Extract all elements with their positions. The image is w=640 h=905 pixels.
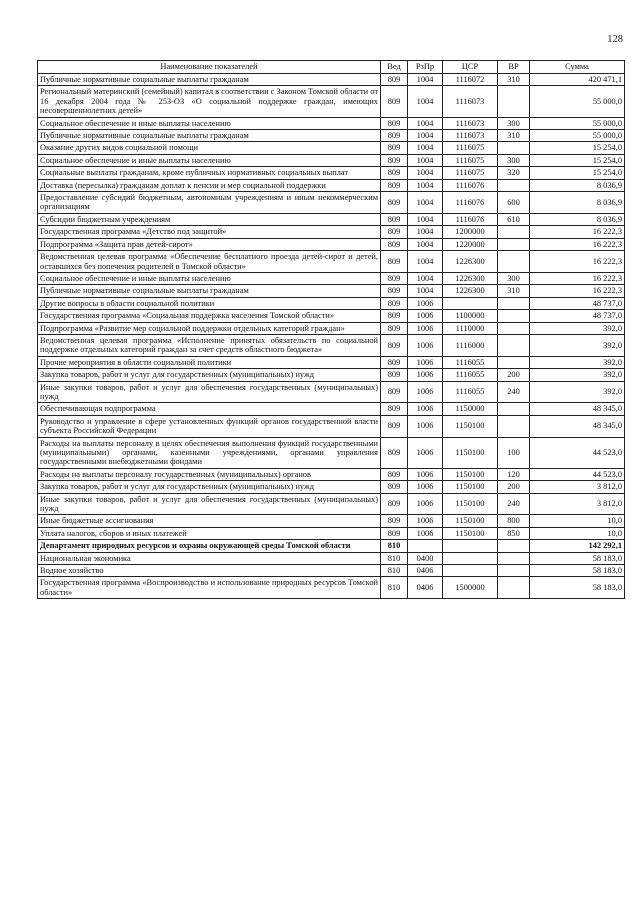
- row-rzpr: 1006: [408, 415, 443, 437]
- row-sum: 48 737,0: [530, 297, 625, 309]
- row-name: Социальное обеспечение и иные выплаты населению: [38, 154, 381, 166]
- table-row: [38, 251, 625, 273]
- row-csr: 1200000: [443, 226, 498, 238]
- row-ved: 809: [381, 285, 408, 297]
- row-rzpr: 1006: [408, 297, 443, 309]
- row-name: Социальное обеспечение и иные выплаты населению: [38, 117, 381, 129]
- row-vr: 300: [498, 154, 530, 166]
- table-row: [38, 213, 625, 225]
- row-vr: 200: [498, 369, 530, 381]
- table-row: [38, 310, 625, 322]
- row-rzpr: 1006: [408, 493, 443, 515]
- row-vr: 240: [498, 381, 530, 403]
- table-row: [38, 297, 625, 309]
- row-csr: 1116055: [443, 369, 498, 381]
- row-sum: 55 000,0: [530, 86, 625, 117]
- row-sum: 48 345,0: [530, 415, 625, 437]
- row-name: Социальное обеспечение и иные выплаты населению: [38, 272, 381, 284]
- row-rzpr: 1004: [408, 74, 443, 86]
- row-ved: 810: [381, 565, 408, 577]
- row-ved: 809: [381, 334, 408, 356]
- row-ved: 809: [381, 481, 408, 493]
- table-row: [38, 552, 625, 564]
- table-row: [38, 179, 625, 191]
- row-csr: 1226300: [443, 272, 498, 284]
- row-vr: [498, 86, 530, 117]
- row-rzpr: 1006: [408, 356, 443, 368]
- row-ved: 809: [381, 74, 408, 86]
- row-name: Публичные нормативные социальные выплаты гражданам: [38, 74, 381, 86]
- row-ved: 809: [381, 527, 408, 539]
- table-row: [38, 238, 625, 250]
- row-name: Другие вопросы в области социальной политики: [38, 297, 381, 309]
- row-ved: 809: [381, 142, 408, 154]
- row-vr: 310: [498, 130, 530, 142]
- row-csr: 1150100: [443, 493, 498, 515]
- row-rzpr: 1004: [408, 142, 443, 154]
- row-ved: 810: [381, 540, 408, 552]
- row-name: Социальные выплаты гражданам, кроме публичных нормативных социальных выплат: [38, 167, 381, 179]
- budget-table: [37, 60, 625, 599]
- row-name: Закупка товаров, работ и услуг для государственных (муниципальных) нужд: [38, 369, 381, 381]
- row-ved: 809: [381, 356, 408, 368]
- row-csr: 1150100: [443, 415, 498, 437]
- row-sum: 392,0: [530, 322, 625, 334]
- table-row: [38, 493, 625, 515]
- header-csr: ЦСР: [443, 61, 498, 74]
- row-rzpr: 1006: [408, 334, 443, 356]
- row-rzpr: 1004: [408, 154, 443, 166]
- header-name: Наименование показателей: [38, 61, 381, 74]
- row-sum: 55 000,0: [530, 117, 625, 129]
- table-row: [38, 527, 625, 539]
- row-ved: 809: [381, 468, 408, 480]
- header-sum: Сумма: [530, 61, 625, 74]
- header-vr: ВР: [498, 61, 530, 74]
- row-vr: 850: [498, 527, 530, 539]
- row-sum: 16 222,3: [530, 251, 625, 273]
- row-ved: 809: [381, 179, 408, 191]
- row-csr: 1500000: [443, 577, 498, 599]
- table-row: [38, 192, 625, 214]
- row-vr: [498, 565, 530, 577]
- row-vr: 200: [498, 481, 530, 493]
- row-name: Ведомственная целевая программа «Исполнение принятых обязательств по социальной поддержке отдельных категорий граждан за счет средств областного бюджета»: [38, 334, 381, 356]
- row-vr: 120: [498, 468, 530, 480]
- row-rzpr: 1004: [408, 272, 443, 284]
- row-vr: [498, 552, 530, 564]
- table-row: [38, 142, 625, 154]
- row-name: Государственная программа «Детство под защитой»: [38, 226, 381, 238]
- row-name: Департамент природных ресурсов и охраны окружающей среды Томской области: [38, 540, 381, 552]
- row-sum: 16 222,3: [530, 272, 625, 284]
- table-row: [38, 403, 625, 415]
- row-name: Ведомственная целевая программа «Обеспечение бесплатного проезда детей-сирот и детей, оставшихся без попечения родителей в Томской области»: [38, 251, 381, 273]
- row-vr: 100: [498, 437, 530, 468]
- row-rzpr: 1004: [408, 251, 443, 273]
- row-csr: 1150000: [443, 403, 498, 415]
- row-ved: 809: [381, 154, 408, 166]
- row-vr: [498, 540, 530, 552]
- row-csr: 1150100: [443, 468, 498, 480]
- row-rzpr: 1004: [408, 86, 443, 117]
- header-rzpr: РзПр: [408, 61, 443, 74]
- row-csr: 1100000: [443, 310, 498, 322]
- row-vr: [498, 577, 530, 599]
- row-ved: 809: [381, 310, 408, 322]
- row-vr: [498, 297, 530, 309]
- row-vr: 310: [498, 74, 530, 86]
- row-ved: 810: [381, 577, 408, 599]
- table-row: [38, 86, 625, 117]
- row-rzpr: 1006: [408, 369, 443, 381]
- row-sum: 16 222,3: [530, 285, 625, 297]
- table-row: [38, 117, 625, 129]
- row-csr: 1226300: [443, 251, 498, 273]
- table-row: [38, 515, 625, 527]
- row-ved: 809: [381, 369, 408, 381]
- row-rzpr: 1006: [408, 381, 443, 403]
- row-sum: 48 737,0: [530, 310, 625, 322]
- row-vr: [498, 322, 530, 334]
- row-name: Публичные нормативные социальные выплаты гражданам: [38, 285, 381, 297]
- row-ved: 809: [381, 297, 408, 309]
- row-csr: 1116073: [443, 130, 498, 142]
- row-vr: 600: [498, 192, 530, 214]
- row-vr: 240: [498, 493, 530, 515]
- row-sum: 392,0: [530, 369, 625, 381]
- row-csr: 1116075: [443, 142, 498, 154]
- row-name: Закупка товаров, работ и услуг для государственных (муниципальных) нужд: [38, 481, 381, 493]
- table-row: [38, 369, 625, 381]
- table-header: [38, 61, 625, 74]
- row-rzpr: 1004: [408, 285, 443, 297]
- row-sum: 16 222,3: [530, 238, 625, 250]
- row-ved: 809: [381, 272, 408, 284]
- row-name: Прочие мероприятия в области социальной политики: [38, 356, 381, 368]
- row-sum: 3 812,0: [530, 481, 625, 493]
- row-sum: 58 183,0: [530, 577, 625, 599]
- row-sum: 55 000,0: [530, 130, 625, 142]
- row-csr: [443, 552, 498, 564]
- row-sum: 420 471,1: [530, 74, 625, 86]
- row-csr: 1116072: [443, 74, 498, 86]
- row-sum: 3 812,0: [530, 493, 625, 515]
- row-vr: [498, 310, 530, 322]
- table-row: [38, 167, 625, 179]
- row-ved: 810: [381, 552, 408, 564]
- row-vr: 310: [498, 285, 530, 297]
- row-vr: [498, 403, 530, 415]
- row-rzpr: 1006: [408, 515, 443, 527]
- row-name: Расходы на выплаты персоналу государственных (муниципальных) органов: [38, 468, 381, 480]
- row-sum: 15 254,0: [530, 142, 625, 154]
- row-rzpr: 1006: [408, 403, 443, 415]
- row-rzpr: 0406: [408, 565, 443, 577]
- row-csr: 1116076: [443, 213, 498, 225]
- row-sum: 58 183,0: [530, 565, 625, 577]
- row-rzpr: 1004: [408, 238, 443, 250]
- table-row: [38, 468, 625, 480]
- row-vr: 610: [498, 213, 530, 225]
- row-rzpr: 1006: [408, 310, 443, 322]
- row-vr: 800: [498, 515, 530, 527]
- table-row: [38, 285, 625, 297]
- row-ved: 809: [381, 130, 408, 142]
- row-vr: [498, 226, 530, 238]
- row-sum: 44 523,0: [530, 437, 625, 468]
- row-rzpr: 1004: [408, 213, 443, 225]
- row-csr: 1226300: [443, 285, 498, 297]
- row-csr: 1116076: [443, 192, 498, 214]
- row-name: Доставка (пересылка) гражданам доплат к пенсии и мер социальной поддержки: [38, 179, 381, 191]
- row-csr: 1116073: [443, 117, 498, 129]
- row-ved: 809: [381, 437, 408, 468]
- table-row: [38, 565, 625, 577]
- row-ved: 809: [381, 381, 408, 403]
- row-vr: 300: [498, 272, 530, 284]
- table-body: [38, 74, 625, 599]
- row-ved: 809: [381, 86, 408, 117]
- row-ved: 809: [381, 403, 408, 415]
- row-vr: [498, 415, 530, 437]
- table-row: [38, 577, 625, 599]
- row-name: Региональный материнский (семейный) капитал в соответствии с Законом Томской области от 16 декабря 2004 года № 253-ОЗ «О социальной поддержке граждан, имеющих несовершеннолетних детей»: [38, 86, 381, 117]
- row-ved: 809: [381, 515, 408, 527]
- page-number: 128: [607, 34, 623, 45]
- row-rzpr: 0406: [408, 577, 443, 599]
- row-rzpr: 1004: [408, 179, 443, 191]
- row-csr: 1150100: [443, 481, 498, 493]
- row-rzpr: 1006: [408, 468, 443, 480]
- row-ved: 809: [381, 226, 408, 238]
- row-name: Субсидии бюджетным учреждениям: [38, 213, 381, 225]
- row-rzpr: 1006: [408, 527, 443, 539]
- table-row: [38, 74, 625, 86]
- row-rzpr: 1004: [408, 226, 443, 238]
- row-sum: 15 254,0: [530, 167, 625, 179]
- row-ved: 809: [381, 415, 408, 437]
- row-name: Публичные нормативные социальные выплаты гражданам: [38, 130, 381, 142]
- row-name: Подпрограмма «Защита прав детей-сирот»: [38, 238, 381, 250]
- row-sum: 58 183,0: [530, 552, 625, 564]
- table-row: [38, 334, 625, 356]
- row-name: Иные закупки товаров, работ и услуг для обеспечения государственных (муниципальных) нужд: [38, 381, 381, 403]
- row-vr: [498, 179, 530, 191]
- row-ved: 809: [381, 238, 408, 250]
- row-name: Иные закупки товаров, работ и услуг для обеспечения государственных (муниципальных) нужд: [38, 493, 381, 515]
- row-vr: [498, 334, 530, 356]
- row-ved: 809: [381, 322, 408, 334]
- row-vr: [498, 251, 530, 273]
- row-sum: 142 292,1: [530, 540, 625, 552]
- row-name: Подпрограмма «Развитие мер социальной поддержки отдельных категорий граждан»: [38, 322, 381, 334]
- row-rzpr: 1004: [408, 192, 443, 214]
- table-row: [38, 437, 625, 468]
- row-vr: [498, 356, 530, 368]
- row-csr: 1116075: [443, 167, 498, 179]
- table-row: [38, 226, 625, 238]
- row-csr: [443, 565, 498, 577]
- row-rzpr: 1004: [408, 167, 443, 179]
- row-sum: 392,0: [530, 334, 625, 356]
- row-vr: 300: [498, 117, 530, 129]
- row-csr: 1116055: [443, 356, 498, 368]
- row-sum: 8 036,9: [530, 213, 625, 225]
- table-row: [38, 481, 625, 493]
- row-csr: 1116073: [443, 86, 498, 117]
- table-row: [38, 356, 625, 368]
- row-ved: 809: [381, 167, 408, 179]
- row-name: Государственная программа «Социальная поддержка населения Томской области»: [38, 310, 381, 322]
- row-rzpr: 1006: [408, 437, 443, 468]
- row-sum: 10,0: [530, 515, 625, 527]
- row-csr: 1116000: [443, 334, 498, 356]
- row-sum: 44 523,0: [530, 468, 625, 480]
- row-name: Иные бюджетные ассигнования: [38, 515, 381, 527]
- row-name: Уплата налогов, сборов и иных платежей: [38, 527, 381, 539]
- row-ved: 809: [381, 251, 408, 273]
- row-ved: 809: [381, 192, 408, 214]
- row-sum: 8 036,9: [530, 179, 625, 191]
- row-vr: [498, 238, 530, 250]
- row-csr: 1150100: [443, 527, 498, 539]
- row-sum: 8 036,9: [530, 192, 625, 214]
- row-csr: [443, 297, 498, 309]
- row-rzpr: 1004: [408, 117, 443, 129]
- row-name: Расходы на выплаты персоналу в целях обеспечения выполнения функций государственными (муниципальными) органами, казенными учреждениями, органами управления государственными внебюджетными фондами: [38, 437, 381, 468]
- row-csr: 1116076: [443, 179, 498, 191]
- row-ved: 809: [381, 117, 408, 129]
- row-name: Обеспечивающая подпрограмма: [38, 403, 381, 415]
- table-row: [38, 415, 625, 437]
- row-rzpr: 1004: [408, 130, 443, 142]
- row-name: Государственная программа «Воспроизводство и использование природных ресурсов Томской области»: [38, 577, 381, 599]
- row-rzpr: 1006: [408, 481, 443, 493]
- row-rzpr: 0400: [408, 552, 443, 564]
- table-row: [38, 154, 625, 166]
- table-row: [38, 381, 625, 403]
- row-sum: 16 222,3: [530, 226, 625, 238]
- row-csr: 1110000: [443, 322, 498, 334]
- row-vr: [498, 142, 530, 154]
- row-csr: 1116075: [443, 154, 498, 166]
- row-name: Руководство и управление в сфере установленных функций органов государственной власти субъекта Российской Федерации: [38, 415, 381, 437]
- table-row: [38, 130, 625, 142]
- row-name: Водное хозяйство: [38, 565, 381, 577]
- table-row: [38, 540, 625, 552]
- row-rzpr: [408, 540, 443, 552]
- row-sum: 392,0: [530, 381, 625, 403]
- row-sum: 10,0: [530, 527, 625, 539]
- row-name: Национальная экономика: [38, 552, 381, 564]
- row-csr: [443, 540, 498, 552]
- table-row: [38, 322, 625, 334]
- row-name: Предоставление субсидий бюджетным, автономным учреждениям и иным некоммерческим организациям: [38, 192, 381, 214]
- row-csr: 1150100: [443, 437, 498, 468]
- row-rzpr: 1006: [408, 322, 443, 334]
- row-name: Оказание других видов социальной помощи: [38, 142, 381, 154]
- row-sum: 48 345,0: [530, 403, 625, 415]
- row-ved: 809: [381, 213, 408, 225]
- row-sum: 15 254,0: [530, 154, 625, 166]
- table-row: [38, 272, 625, 284]
- row-ved: 809: [381, 493, 408, 515]
- row-sum: 392,0: [530, 356, 625, 368]
- row-vr: 320: [498, 167, 530, 179]
- row-csr: 1150100: [443, 515, 498, 527]
- row-csr: 1220000: [443, 238, 498, 250]
- header-ved: Вед: [381, 61, 408, 74]
- row-csr: 1116055: [443, 381, 498, 403]
